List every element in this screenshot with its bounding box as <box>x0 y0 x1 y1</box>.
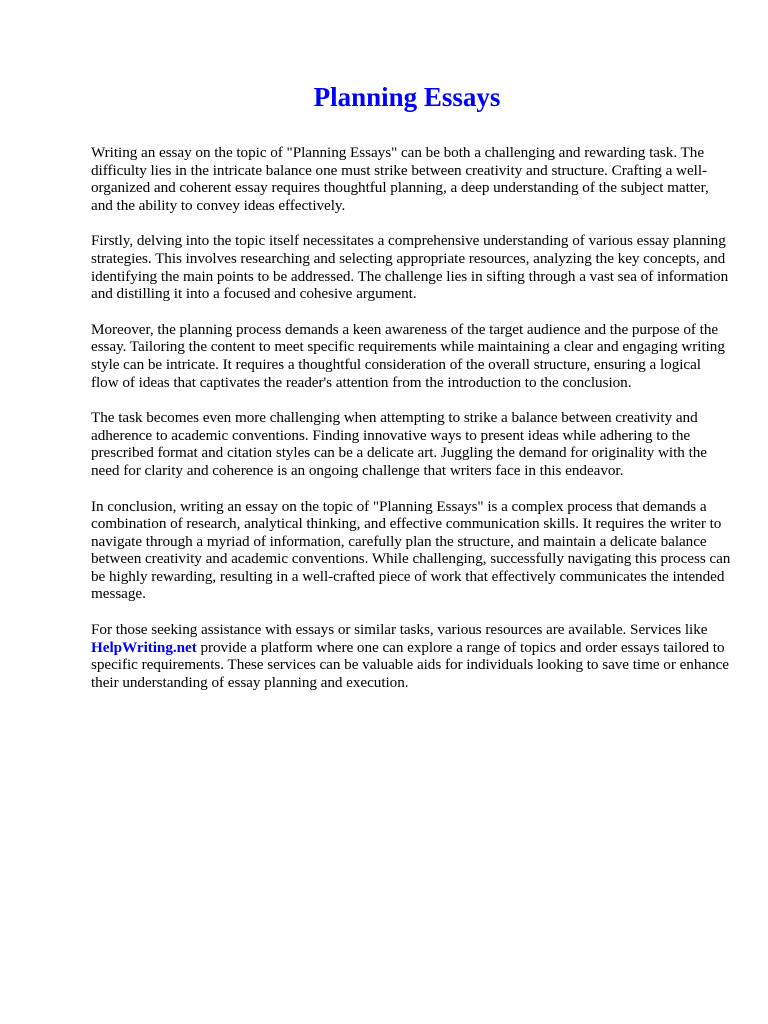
paragraph-6-intro: For those seeking assistance with essays or similar tasks, various resources are available. Services like <box>91 621 708 639</box>
paragraph-1: Writing an essay on the topic of "Planning Essays" can be both a challenging and rewarding task. The difficulty lies in the intricate balance one must strike between creativity and structure. Crafting a well-organized and coherent essay requires thoughtful planning, a deep understanding of the subject matter, and the ability to convey ideas effectively. <box>91 144 709 214</box>
paragraph-3: Moreover, the planning process demands a keen awareness of the target audience and the purpose of the essay. Tailoring the content to meet specific requirements while maintaining a clear and engaging writing style can be intricate. It requires a thoughtful consideration of the overall structure, ensuring a logical flow of ideas that captivates the reader's attention from the introduction to the conclusion. <box>91 320 725 391</box>
page-title: Planning Essays <box>313 82 501 112</box>
paragraph-2: Firstly, delving into the topic itself necessitates a comprehensive understanding of various essay planning strategies. This involves researching and selecting appropriate resources, analyzing the key concepts, and identifying the main points to be addressed. The challenge lies in sifting through a vast sea of information and distilling it into a focused and cohesive argument. <box>91 232 729 303</box>
essay-body <box>91 144 731 709</box>
paragraph-6-rest: provide a platform where one can explore a range of topics and order essays tailored to specific requirements. These services can be valuable aids for individuals looking to save time or enhance their understanding of essay planning and execution. <box>91 638 729 691</box>
paragraph-6 <box>91 621 731 691</box>
helpwriting-link[interactable]: HelpWriting.net <box>91 638 197 656</box>
paragraph-5: In conclusion, writing an essay on the topic of "Planning Essays" is a complex process that demands a combination of research, analytical thinking, and effective communication skills. It requires the writer to navigate through a myriad of information, carefully plan the structure, and maintain a delicate balance between creativity and academic conventions. While challenging, successfully navigating this process can be highly rewarding, resulting in a well-crafted piece of work that effectively communicates the intended message. <box>91 497 731 603</box>
paragraph-4: The task becomes even more challenging when attempting to strike a balance between creativity and adherence to academic conventions. Finding innovative ways to present ideas while adhering to the prescribed format and citation styles can be a delicate art. Juggling the demand for originality with the need for clarity and coherence is an ongoing challenge that writers face in this endeavor. <box>91 409 707 479</box>
